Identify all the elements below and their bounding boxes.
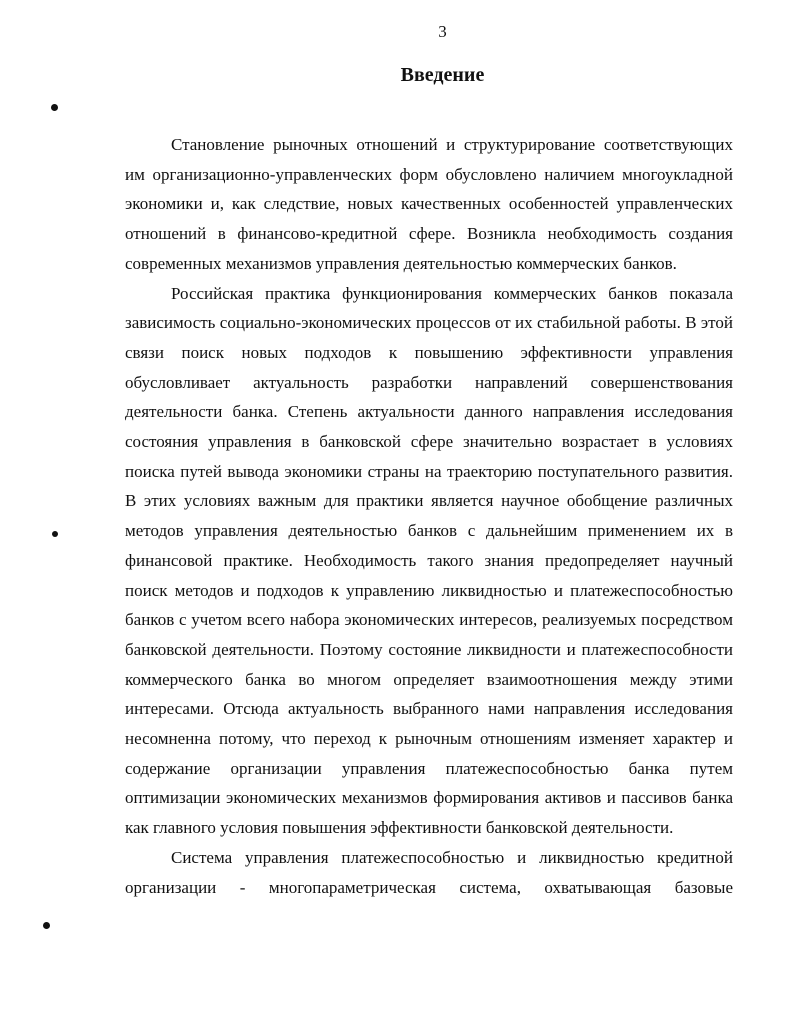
body-text [125, 130, 733, 902]
margin-dot-mark [43, 922, 50, 929]
paragraph-2: Российская практика функционирования коммерческих банков показала зависимость социально-экономических процессов от их стабильной работы. В этой связи поиск новых подходов к повышению эффективности управления обусловливает актуальность разработки направлений совершенствования деятельности банка. Степень актуальности данного направления исследования состояния управления в банковской сфере значительно возрастает в условиях поиска путей вывода экономики страны на траекторию поступательного развития. В этих условиях важным для практики является научное обобщение различных методов управления деятельностью банков с дальнейшим применением их в финансовой практике. Необходимость такого знания предопределяет научный поиск методов и подходов к управлению ликвидностью и платежеспособностью банков с учетом всего набора экономических интересов, реализуемых посредством банковской деятельности. Поэтому состояние ликвидности и платежеспособности коммерческого банка во многом определяет взаимоотношения между этими интересами. Отсюда актуальность выбранного нами направления исследования несомненна потому, что переход к рыночным отношениям изменяет характер и содержание организации управления платежеспособностью банка путем оптимизации экономических механизмов формирования активов и пассивов банка как главного условия повышения эффективности банковской деятельности. [125, 283, 733, 838]
margin-dot-mark [51, 104, 58, 111]
margin-dot-mark [52, 531, 58, 537]
paragraph-1: Становление рыночных отношений и структурирование соответствующих им организационно-управленческих форм обусловлено наличием многоукладной экономики и, как следствие, новых качественных особенностей управленческих отношений в финансово-кредитной сфере. Возникла необходимость создания современных механизмов управления деятельностью коммерческих банков. [125, 135, 733, 273]
page-number: 3 [438, 22, 447, 41]
page-title: Введение [400, 64, 485, 86]
paragraph-3: Система управления платежеспособностью и ликвидностью кредитной организации - многопараметрическая система, охватывающая базовые [125, 847, 733, 897]
